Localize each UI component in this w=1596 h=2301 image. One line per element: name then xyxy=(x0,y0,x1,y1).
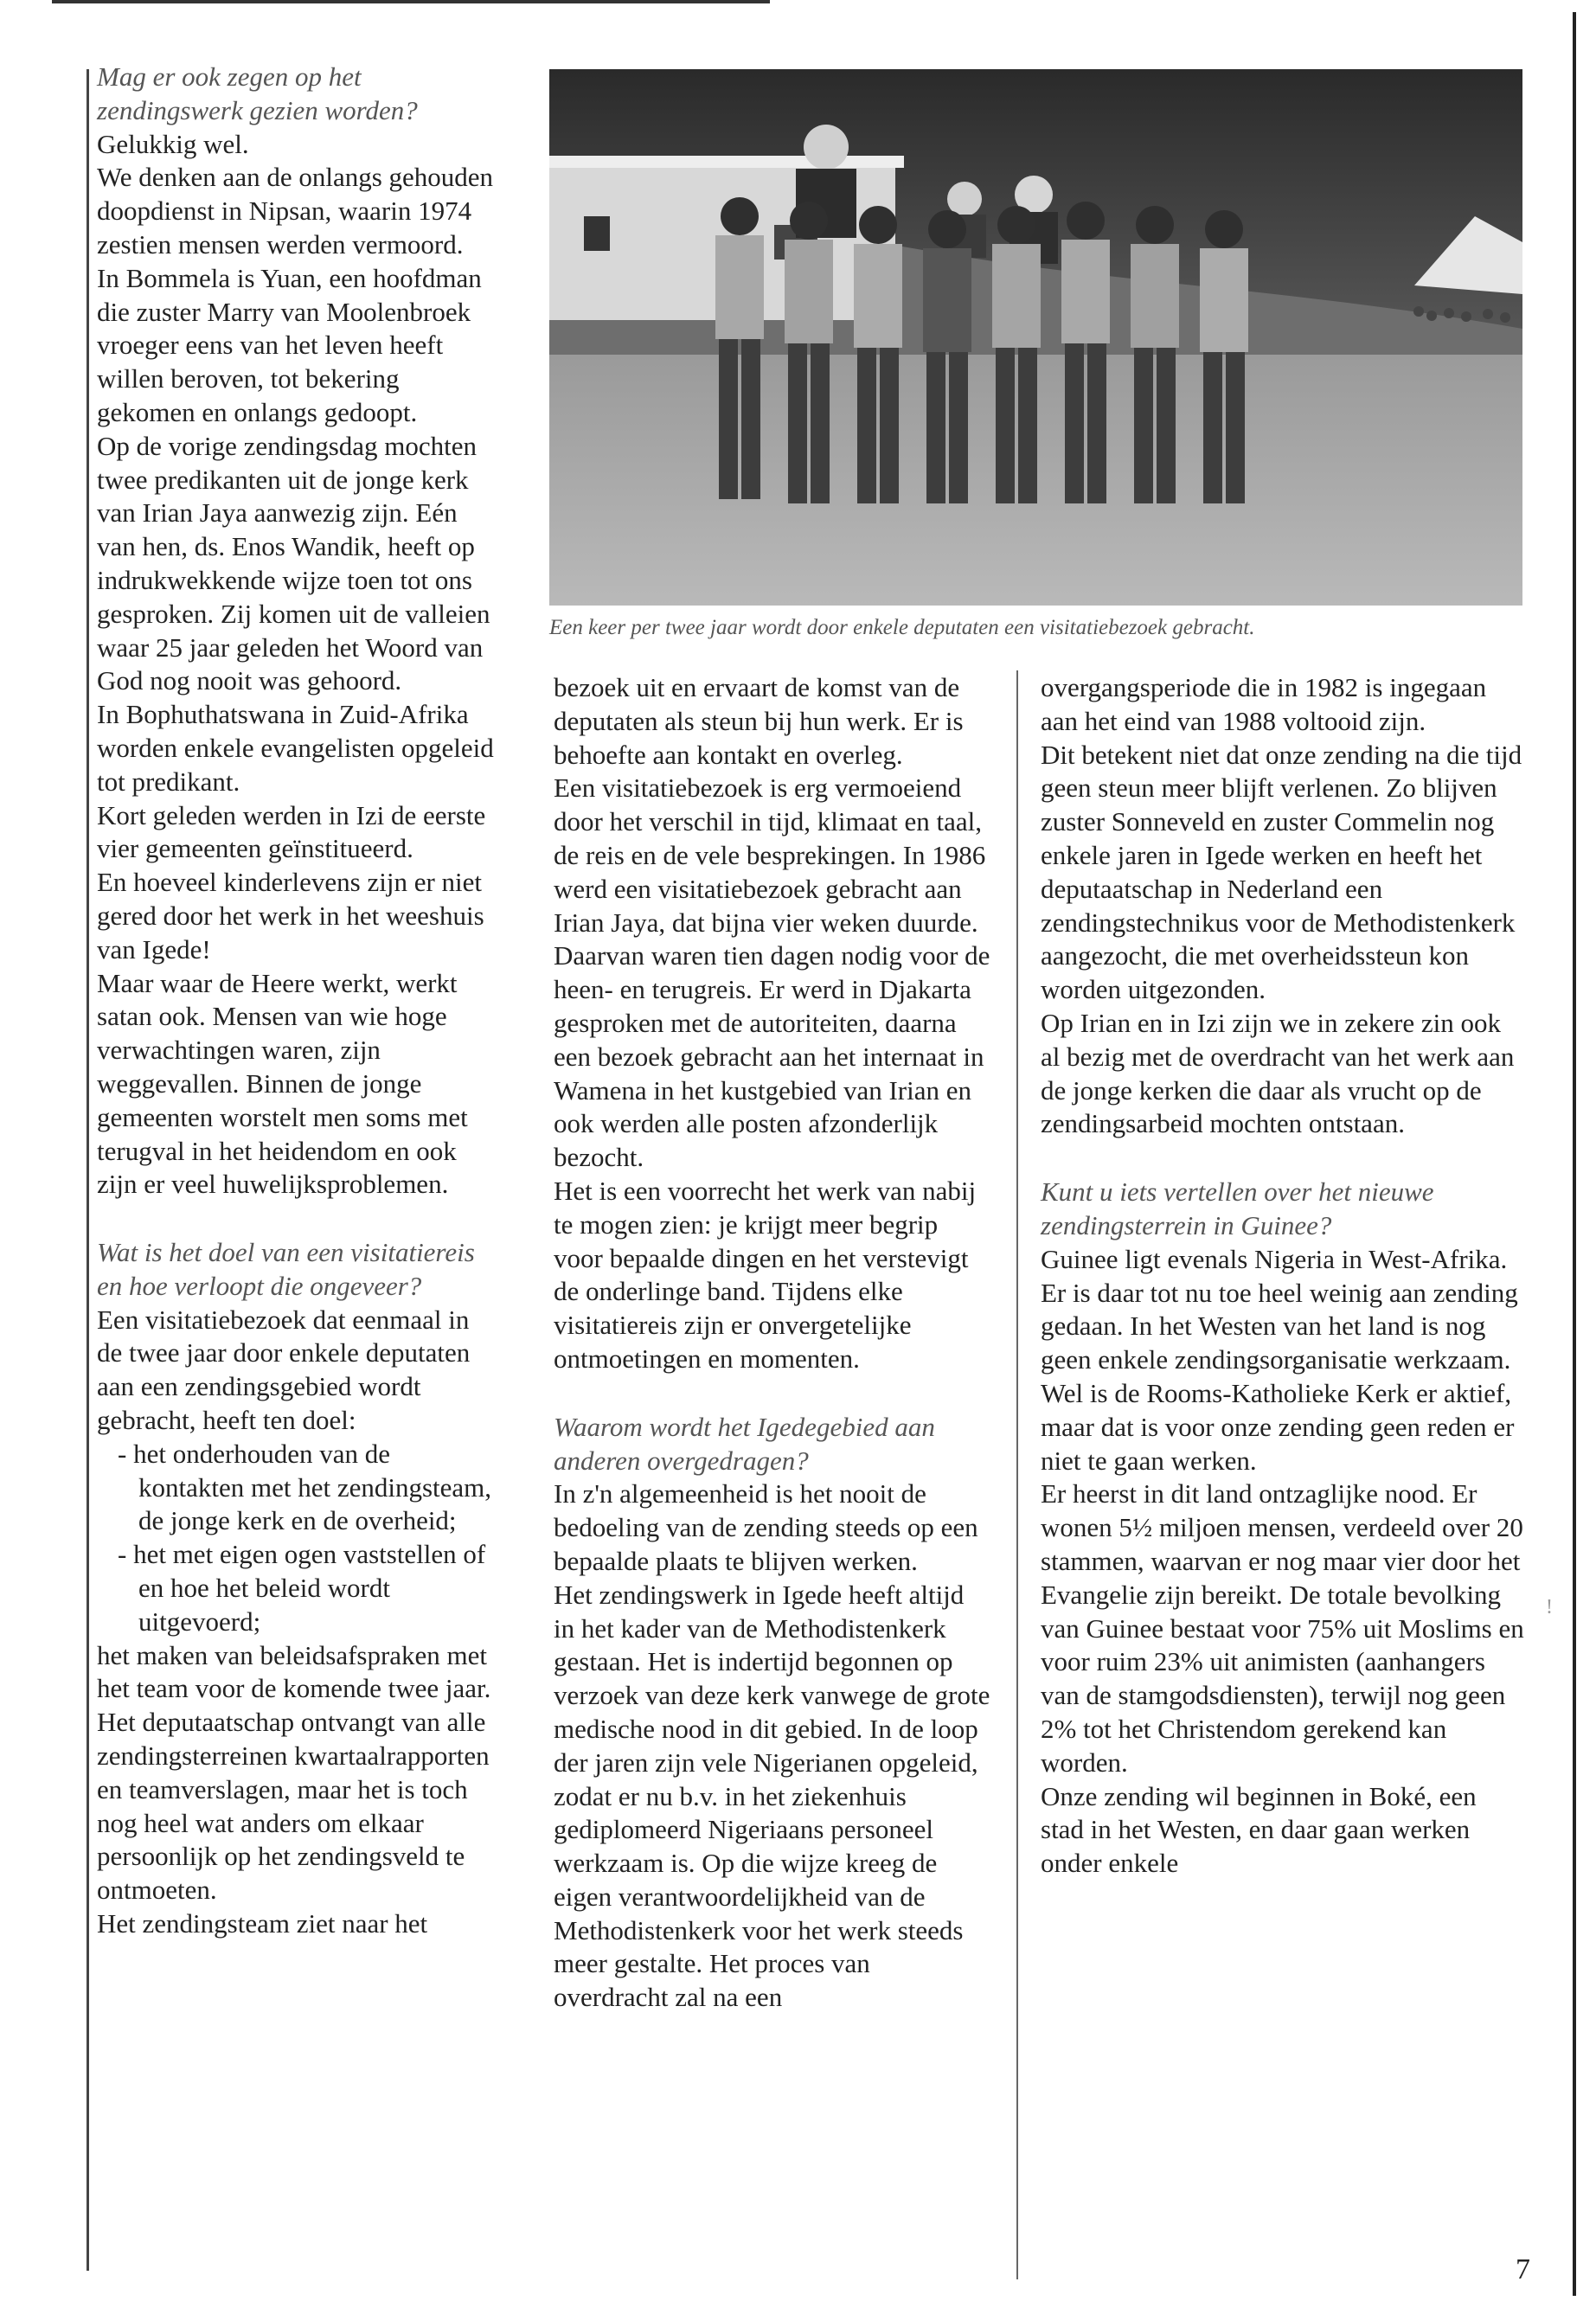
right-column xyxy=(1041,671,1525,1881)
top-rule xyxy=(52,0,770,3)
paragraph: Op Irian en in Izi zijn we in zekere zin ook al bezig met de overdracht van het werk aan de jonge kerken die daar als vrucht op de zendingsarbeid mochten ontstaan. xyxy=(1041,1007,1515,1139)
question-heading: Wat is het doel van een visitatiereis en hoe verloopt die ongeveer? xyxy=(97,1237,475,1301)
paragraph: In Bommela is Yuan, een hoofdman die zuster Marry van Moolenbroek vroeger eens van het leven heeft willen beroven, tot bekering gekomen en onlangs gedoopt. xyxy=(97,262,482,427)
photo-caption: Een keer per twee jaar wordt door enkele deputaten een visitatiebezoek gebracht. xyxy=(549,616,1255,639)
paragraph: Op de vorige zendingsdag mochten twee predikanten uit de jonge kerk van Irian Jaya aanwezig zijn. Eén van hen, ds. Enos Wandik, heeft op indrukwekkende wijze toen tot ons gesproken. Zij komen uit de valleien waar 25 jaar geleden het Woord van God nog nooit was gehoord. xyxy=(97,430,490,696)
building-roof xyxy=(549,156,904,168)
list-item: - het met eigen ogen vaststellen of en hoe het beleid wordt uitgevoerd; xyxy=(118,1539,486,1637)
paragraph: bezoek uit en ervaart de komst van de deputaten als steun bij hun werk. Er is behoefte aan kontakt en overleg. xyxy=(554,672,964,770)
paragraph: Het is een voorrecht het werk van nabij te mogen zien: je krijgt meer begrip voor bepaalde dingen en het verstevigt de onderlinge band. Tijdens elke visitatiereis zijn er onvergetelijke ontmoetingen en momenten. xyxy=(554,1175,977,1374)
paragraph: In z'n algemeenheid is het nooit de bedoeling van de zending steeds op een bepaalde plaats te blijven werken. xyxy=(554,1478,978,1576)
paragraph: Kort geleden werden in Izi de eerste vier gemeenten geïnstitueerd. xyxy=(97,799,486,864)
paragraph: Gelukkig wel. xyxy=(97,128,249,159)
paragraph: In Bophuthatswana in Zuid-Afrika worden enkele evangelisten opgeleid tot predikant. xyxy=(97,699,494,797)
margin-mark: ! xyxy=(1546,1596,1553,1618)
paragraph: Het zendingswerk in Igede heeft altijd in het kader van de Methodistenkerk gestaan. Het is indertijd begonnen op verzoek van deze kerk vanwege de grote medische nood in dit gebied. In de loop der jaren zijn vele Nigerianen opgeleid, zodat er nu b.v. in het ziekenhuis gediplomeerd Nigeriaans personeel werkzaam is. Op die wijze kreeg de eigen verantwoordelijkheid van de Methodistenkerk voor het werk steeds meer gestalte. Het proces van overdracht zal na een xyxy=(554,1579,990,2013)
left-column-rule xyxy=(87,69,89,2271)
paragraph: Het zendingsteam ziet naar het xyxy=(97,1908,428,1939)
paragraph: overgangsperiode die in 1982 is ingegaan aan het eind van 1988 voltooid zijn. xyxy=(1041,672,1487,736)
photo-illustration xyxy=(549,69,1522,606)
paragraph: Het deputaatschap ontvangt van alle zendingsterreinen kwartaalrapporten en teamverslagen, maar het is toch nog heel wat anders om elkaar persoonlijk op het zendingsveld te ontmoeten. xyxy=(97,1707,490,1906)
column-divider xyxy=(1016,670,1018,2279)
paragraph: Er heerst in dit land ontzaglijke nood. Er wonen 5½ miljoen mensen, verdeeld over 20 stammen, waarvan er nog maar vier door het Evangelie zijn bereikt. De totale bevolking van Guinee bestaat voor 75% uit Moslims en voor ruim 23% uit animisten (aanhangers van de stamgodsdiensten), terwijl nog geen 2% tot het Christendom gerekend kan worden. xyxy=(1041,1478,1524,1778)
list-item: - het onderhouden van de kontakten met het zendingsteam, de jonge kerk en de overheid; xyxy=(118,1438,492,1536)
paragraph: Onze zending wil beginnen in Boké, een stad in het Westen, en daar gaan werken onder enkele xyxy=(1041,1780,1477,1879)
group-photo xyxy=(549,69,1522,606)
question-heading: Waarom wordt het Igedegebied aan anderen overgedragen? xyxy=(554,1411,935,1476)
middle-column xyxy=(554,671,990,2015)
left-column xyxy=(97,61,495,1941)
building-window xyxy=(584,216,610,251)
question-heading: Mag er ook zegen op het zendingswerk gezien worden? xyxy=(97,61,418,125)
page-number: 7 xyxy=(1516,2253,1530,2285)
paragraph: We denken aan de onlangs gehouden doopdienst in Nipsan, waarin 1974 zestien mensen werden vermoord. xyxy=(97,162,494,260)
question-heading: Kunt u iets vertellen over het nieuwe zendingsterrein in Guinee? xyxy=(1041,1176,1434,1240)
paragraph: En hoeveel kinderlevens zijn er niet gered door het werk in het weeshuis van Igede! xyxy=(97,867,484,965)
paragraph: Een visitatiebezoek dat eenmaal in de twee jaar door enkele deputaten aan een zendingsgebied wordt gebracht, heeft ten doel: xyxy=(97,1304,471,1436)
paragraph: Maar waar de Heere werkt, werkt satan ook. Mensen van wie hoge verwachtingen waren, zijn weggevallen. Binnen de jonge gemeenten worstelt men soms met terugval in het heidendom en ook zijn er veel huwelijksproblemen. xyxy=(97,967,468,1200)
paragraph: Guinee ligt evenals Nigeria in West-Afrika. Er is daar tot nu toe heel weinig aan zending gedaan. In het Westen van het land is nog geen enkele zendingsorganisatie werkzaam. Wel is de Rooms-Katholieke Kerk er aktief, maar dat is voor onze zending geen reden er niet te gaan werken. xyxy=(1041,1243,1518,1476)
right-edge-rule xyxy=(1573,12,1576,2296)
paragraph: het maken van beleidsafspraken met het team voor de komende twee jaar. xyxy=(97,1639,491,1704)
paragraph: Dit betekent niet dat onze zending na die tijd geen steun meer blijft verlenen. Zo blijven zuster Sonneveld en zuster Commelin nog enkele jaren in Igede werken en heeft het deputaatschap in Nederland een zendingstechnikus voor de Methodistenkerk aangezocht, die met overheidssteun kon worden uitgezonden. xyxy=(1041,739,1522,1005)
paragraph: Een visitatiebezoek is erg vermoeiend door het verschil in tijd, klimaat en taal, de reis en de vele besprekingen. In 1986 werd een visitatiebezoek gebracht aan Irian Jaya, dat bijna vier weken duurde. Daarvan waren tien dagen nodig voor de heen- en terugreis. Er werd in Djakarta gesproken met de autoriteiten, daarna een bezoek gebracht aan het internaat in Wamena in het kustgebied van Irian en ook werden alle posten afzonderlijk bezocht. xyxy=(554,772,990,1173)
